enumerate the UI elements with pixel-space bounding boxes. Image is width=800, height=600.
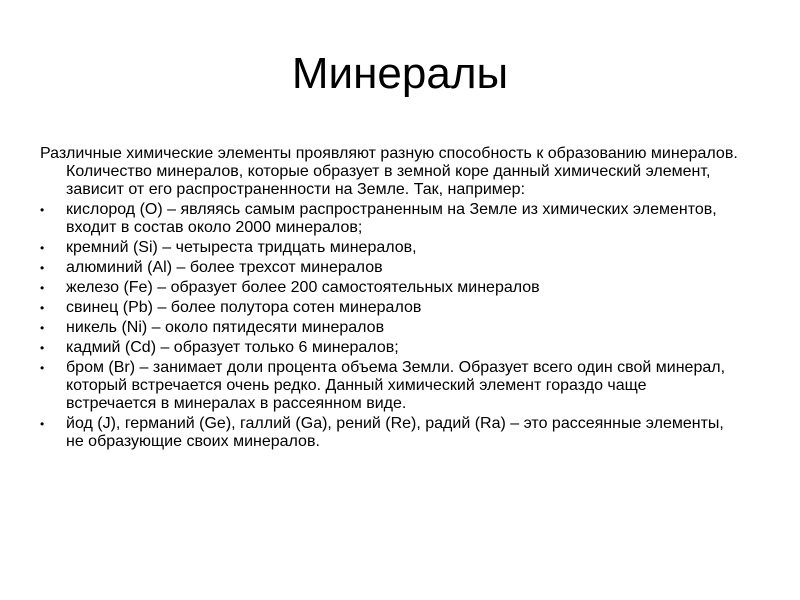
list-item-text: алюминий (Al) – более трехсот минералов (66, 259, 383, 276)
slide-body (40, 145, 740, 451)
bullet-icon: • (40, 417, 45, 431)
list-item-text: никель (Ni) – около пятидесяти минералов (66, 319, 385, 336)
bullet-icon: • (40, 361, 45, 375)
list-item (40, 259, 740, 277)
bullet-icon: • (40, 341, 45, 355)
list-item-text: железо (Fe) – образует более 200 самостоятельных минералов (66, 279, 540, 296)
bullet-icon: • (40, 321, 45, 335)
bullet-icon: • (40, 261, 45, 275)
bullet-icon: • (40, 301, 45, 315)
intro-paragraph: Различные химические элементы проявляют разную способность к образованию минералов. Количество минералов, которые образует в земной коре данный химический элемент, зависит от его распространенности на Земле. Так, например: (40, 145, 738, 198)
list-item (40, 239, 740, 257)
list-item (40, 279, 740, 297)
list-item (40, 201, 740, 237)
list-item-text: кислород (O) – являясь самым распространенным на Земле из химических элементов, входит в состав около 2000 минералов; (66, 201, 717, 236)
list-item (40, 415, 740, 451)
list-item (40, 359, 740, 413)
list-item-text: йод (J), германий (Ge), галлий (Ga), рений (Re), радий (Ra) – это рассеянные элементы, не образующие своих минералов. (66, 415, 724, 450)
list-item (40, 319, 740, 337)
list-item-text: свинец (Pb) – более полутора сотен минералов (66, 299, 422, 316)
list-item (40, 339, 740, 357)
list-item-text: бром (Br) – занимает доли процента объема Земли. Образует всего один свой минерал, который встречается очень редко. Данный химический элемент гораздо чаще встречается в минералах в рассеянном виде. (66, 359, 726, 412)
slide-title: Минералы (291, 49, 509, 98)
bullet-icon: • (40, 241, 45, 255)
list-item-text: кадмий (Cd) – образует только 6 минералов; (66, 339, 399, 356)
list-item (40, 299, 740, 317)
bullet-icon: • (40, 281, 45, 295)
bullet-icon: • (40, 203, 45, 217)
bullet-list (40, 201, 740, 451)
list-item-text: кремний (Si) – четыреста тридцать минералов, (66, 239, 417, 256)
